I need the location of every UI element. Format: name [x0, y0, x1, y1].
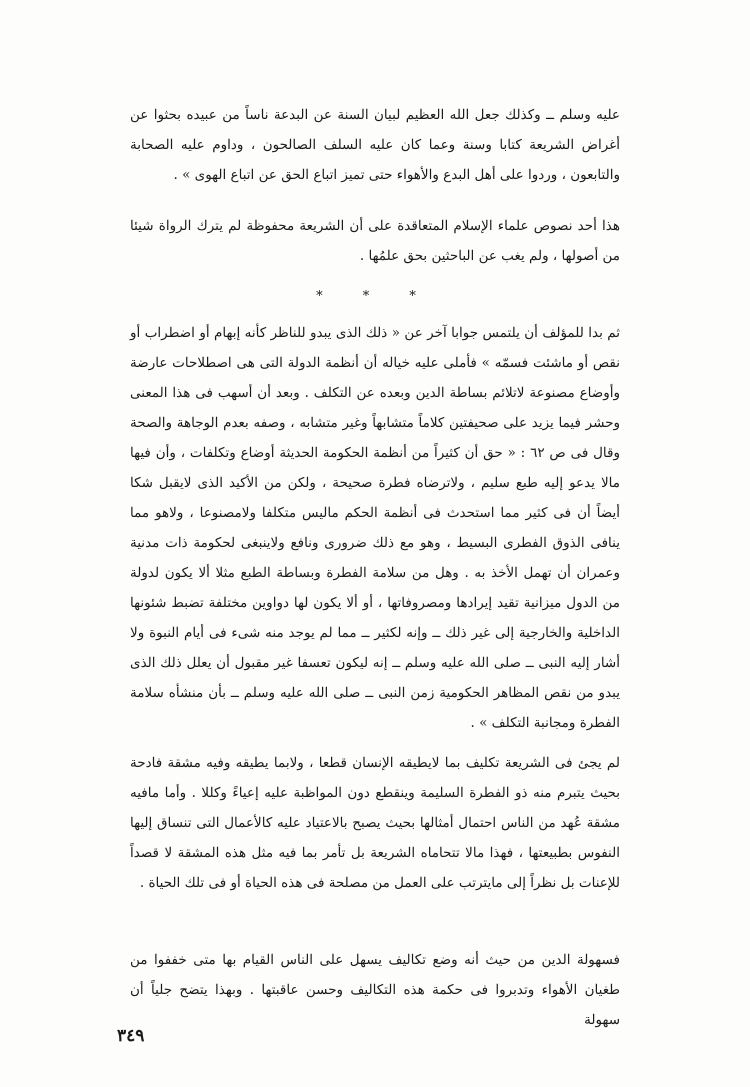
page-number: ٣٤٩ — [117, 1026, 145, 1046]
paragraph-2: هذا أحد نصوص علماء الإسلام المتعاقدة على أن الشريعة محفوظة لم يترك الرواة شيئا من أصولها ، ولم يغب عن الباحثين بحق علمُها . — [130, 218, 620, 264]
paragraph-4: لم يجئ فى الشريعة تكليف بما لايطيقه الإنسان قطعا ، ولابما يطيقه وفيه مشقة فادحة بحيث يتبرم منه ذو الفطرة السليمة وينقطع دون المواظبة عليه إعياءً وكللا . وأما مافيه مشقة عُهد من الناس احتمال أمثالها بحيث يصبح بالاعتياد عليه كالأعمال التى تنساق إليها النفوس بطبيعتها ، فهذا مالا تتحاماه الشريعة بل تأمر بما فيه مثل هذه المشقة لا قصداً للإعنات بل نظراً إلى مايترتب على العمل من مصلحة فى هذه الحياة أو فى تلك الحياة . — [130, 755, 620, 891]
paragraph-3: ثم بدا للمؤلف أن يلتمس جوابا آخر عن « ذلك الذى يبدو للناظر كأنه إبهام أو اضطراب أو نقص أو ماشئت فسمّه » فأملى عليه خياله أن أنظمة الدولة التى هى اصطلاحات عارضة وأوضاع مصنوعة لاتلائم بساطة الدين وبعده عن التكلف . وبعد أن أسهب فى هذا المعنى وحشر فيما يزيد على صحيفتين كلاماً متشابهاً وغير متشابه ، وصفه بعدم الوجاهة والصحة وقال فى ص ٦٢ : « حق أن كثيراً من أنظمة الحكومة الحديثة أوضاع وتكلفات ، وأن فيها مالا يدعو إليه طبع سليم ، ولاترضاه فطرة صحيحة ، ولكن من الأكيد الذى لايقبل شكا أيضاً أن فى كثير مما استحدث فى أنظمة الحكم ماليس متكلفا ولامصنوعا ، ولاهو مما ينافى الذوق الفطرى البسيط ، وهو مع ذلك ضرورى ونافع ولاينبغى لحكومة ذات مدنية وعمران أن تهمل الأخذ به . وهل من سلامة الفطرة وبساطة الطبع مثلا ألا يكون لدولة من الدول ميزانية تقيد إيرادها ومصروفاتها ، أو ألا يكون لها دواوين مختلفة تضبط شئونها الداخلية والخارجية إلى غير ذلك ــ وإنه لكثير ــ مما لم يوجد منه شىء فى أيام النبوة ولا أشار إليه النبى ــ صلى الله عليه وسلم ــ إنه ليكون تعسفا غير مقبول أن يعلل ذلك الذى يبدو من نقص المظاهر الحكومية زمن النبى ــ صلى الله عليه وسلم ــ بأن منشأه سلامة الفطرة ومجانبة التكلف » . — [130, 325, 621, 731]
paragraph-5: فسهولة الدين من حيث أنه وضع تكاليف يسهل على الناس القيام بها متى خففوا من طغيان الأهواء وتدبروا فى حكمة هذه التكاليف وحسن عاقبتها . وبهذا يتضح جلياً أن سهولة — [130, 952, 620, 1028]
paragraph-1: عليه وسلم ــ وكذلك جعل الله العظيم لبيان السنة عن البدعة ناساً من عبيده بحثوا عن أغراض الشريعة كتابا وسنة وعما كان عليه السلف الصالحون ، وداوم عليه الصحابة والتابعون ، وردوا على أهل البدع والأهواء حتى تميز اتباع الحق عن اتباع الهوى » . — [130, 107, 620, 183]
section-separator: * * * — [316, 289, 434, 304]
